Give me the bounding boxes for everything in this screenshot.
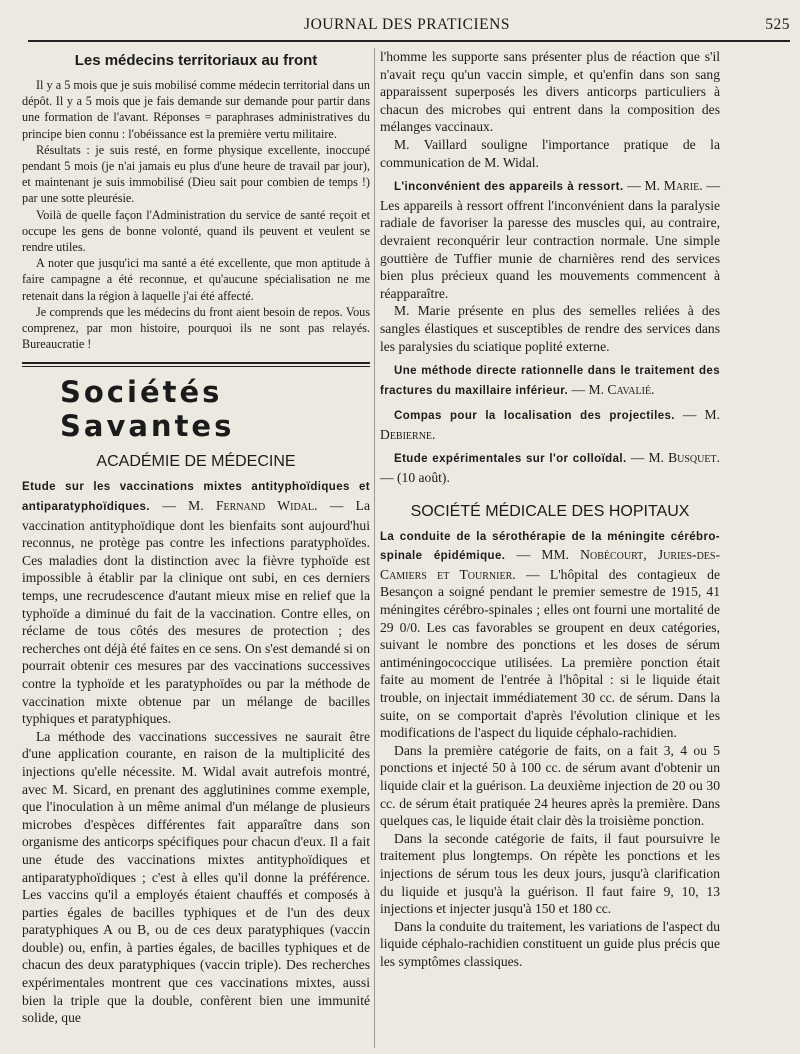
busquet-entry: [380, 449, 720, 486]
entry-author: — M. Marie.: [627, 178, 703, 194]
entry-author: — M. Debierne.: [380, 407, 721, 442]
entry-author: — M. Busquet.: [630, 450, 720, 466]
territoriaux-paragraph: Il y a 5 mois que je suis mobilisé comme médecin territorial dans un dépôt. Il y a 5 mois que je fais demande sur demande pour partir dans une formation de l'avant. Réponses = paraphrases administratives du principe bien connu : l'obéissance est la première vertu militaire.: [22, 78, 370, 141]
entry-text: — Les appareils à ressort offrent l'inconvénient dans la paralysie radiale de favoriser la paresse des muscles qui, au contraire, devraient reconquérir leur contraction normale. Une simple gouttière de Tuffier munie de charnières rend des services bien plus précieux quand les mouvements commencent à réapparaître.: [380, 178, 720, 301]
page-number: 525: [765, 16, 790, 33]
header-rule: [28, 40, 790, 42]
entry-text: — L'hôpital des contagieux de Besançon a soigné pendant le premier semestre de 1915, 41 méningites cérébro-spinales ; elles ont fourni une mortalité de 29 0/0. Les cas favorables se groupent en deux catégories, suivant le nombre des ponctions et les doses de sérum antiméningococcique utilisées. La première ponction était faite au moment de l'entrée à l'hôpital : si le liquide était trouble, on injectait immédiatement 30 cc. de sérum. Dans la suite, on se comportait d'après l'évolution clinique et les modifications de l'aspect du liquide céphalo-rachidien.: [380, 566, 720, 741]
territoriaux-title: Les médecins territoriaux au front: [74, 52, 318, 69]
entry-text: — La vaccination antityphoïdique dont les bienfaits sont aujourd'hui reconnus, ne protège pas contre les infections paratyphoïdes. Ces maladies dont la distinction avec la fièvre typhoïde est impossible à établir par la clinique ont subi, en ces derniers temps, une recrudescence d'autant mieux mise en relief que la typhoïde a diminué du fait de la vaccination. Contre elles, on réclame de tous côtés des mesures de protection ; des recherches ont déjà été faites en ce sens. On s'est demandé si on pourrait obtenir ces mesures par des vaccinations successives contre la typhoïde et les paratyphoïdes ou par la méthode de vaccination mixte obtenue par un mélange de bacilles typhiques et paratyphiques.: [22, 498, 370, 727]
journal-title: JOURNAL DES PRATICIENS: [304, 16, 510, 33]
running-header: [22, 10, 792, 38]
territoriaux-paragraph: Voilà de quelle façon l'Administration du service de santé reçoit et occupe les gens de bonne volonté, quand ils peuvent et veulent se rendre utiles.: [22, 207, 370, 255]
hopitaux-paragraph: Dans la première catégorie de faits, on a fait 3, 4 ou 5 ponctions et injecté 50 à 100 cc. de sérum avant d'obtenir un liquide clair et la guérison. La deuxième injection de 20 ou 30 cc. de sérum était pratiquée 24 heures après la première. Dans quelques cas, le liquide était clair dès la troisième ponction.: [380, 742, 720, 829]
right-column: [380, 48, 720, 971]
entry-rubric: Une méthode directe rationnelle dans le traitement des fractures du maxillaire inférieur.: [380, 365, 720, 397]
hopitaux-title: SOCIÉTÉ MÉDICALE DES HOPITAUX: [410, 502, 690, 520]
widal-paragraph: La méthode des vaccinations successives ne saurait être d'une application courante, en raison de la multiplicité des injections qu'elle nécessite. M. Widal avait autrefois montré, avec M. Sicard, en prenant des agglutinines comme exemple, que l'inoculation à un même animal d'un mélange de plusieurs microbes d'espèces différentes fait apparaître dans son organisme des anticorps spécifiques pour chacun d'eux. Il a fait une étude des vaccinations mixtes antityphoïdiques et antiparatyphoïdiques ; c'est à elles qu'il donne la préférence. Les vaccins qu'il a employés étaient chauffés et composés à parties égales de bacilles typhiques et de l'un des deux paratyphiques A ou B, ou de ces deux paratyphiques (vaccin double) ou, enfin, à parties égales, de bacilles typhiques et de chacun des deux paratyphiques (vaccin triple). Des recherches expérimentales montrent que ces vaccinations mixtes, aussi bien la triple que la double, confèrent bien une immunité solide, que: [22, 728, 370, 1026]
academie-body: [22, 477, 370, 1026]
section-divider: [22, 362, 370, 367]
academie-title: ACADÉMIE DE MÉDECINE: [96, 453, 296, 471]
territoriaux-paragraph: Je comprends que les médecins du front aient besoin de repos. Vous comprenez, par mon histoire, pourquoi ils ne sont pas relayés. Bureaucratie !: [22, 304, 370, 352]
nobecourt-entry: [380, 527, 720, 742]
entry-rubric: La conduite de la sérothérapie de la méningite cérébro-spinale épidémique.: [380, 530, 720, 563]
column-divider: [374, 48, 375, 1048]
territoriaux-box: [22, 52, 370, 352]
marie-paragraph: M. Marie présente en plus des semelles reliées à des sangles élastiques et susceptibles de rendre des services dans les paralysies du sciatique poplité externe.: [380, 303, 720, 354]
debierne-entry: [380, 406, 720, 443]
entry-rubric: Etude expérimentales sur l'or colloïdal.: [394, 453, 627, 466]
entry-rubric: Compas pour la localisation des projectiles.: [394, 410, 675, 423]
hopitaux-paragraph: Dans la conduite du traitement, les variations de l'aspect du liquide céphalo-rachidien constituent un guide plus précis que les symptômes classiques.: [380, 918, 720, 969]
widal-paragraph: l'homme les supporte sans présenter plus de réaction que s'il n'avait reçu qu'un vaccin simple, et qu'enfin dans son sang apparaissent superposés les divers anticorps particuliers à chacun des microbes qui entrent dans la composition des mélanges vaccinaux.: [380, 49, 720, 135]
vaillard-paragraph: M. Vaillard souligne l'importance pratique de la communication de M. Widal.: [380, 136, 720, 170]
societes-heading: Sociétés Savantes: [60, 375, 235, 444]
entry-author: — MM. Nobécourt, Juries-des-Camiers et Tournier.: [380, 547, 720, 582]
hopitaux-paragraph: Dans la seconde catégorie de faits, il faut poursuivre le traitement plus longtemps. On répète les ponctions et les injections de sérum tous les deux jours, jusqu'à clarification du liquide et jusqu'à la guérison. Il faut faire 9, 10, 13 injections et injecter jusqu'à 150 et 180 cc.: [380, 830, 720, 917]
marie-entry: [380, 177, 720, 302]
territoriaux-paragraph: A noter que jusqu'ici ma santé a été excellente, que mon aptitude à faire campagne a été reconnue, et qu'aucune spécialisation ne me retenait dans la région à laquelle j'ai été affecté.: [22, 256, 370, 303]
cavalie-entry: [380, 361, 720, 400]
entry-author: — M. Fernand Widal.: [162, 498, 318, 514]
left-column: [22, 48, 370, 1027]
entry-author: — M. Cavalié.: [571, 381, 655, 397]
widal-entry: [22, 477, 370, 727]
entry-rubric: L'inconvénient des appareils à ressort.: [394, 181, 624, 194]
territoriaux-paragraph: Résultats : je suis resté, en forme physique excellente, inoccupé pendant 5 mois (je n'ai jamais eu plus d'une heure de travail par jour), et maintenant je suis immobilisé (Dieu sait pour combien de temps !) par une sotte pleurésie.: [22, 142, 370, 206]
entry-rubric: Etude sur les vaccinations mixtes antityphoïdiques et antiparatyphoïdiques.: [22, 481, 370, 514]
entry-date: — (10 août).: [380, 470, 450, 486]
